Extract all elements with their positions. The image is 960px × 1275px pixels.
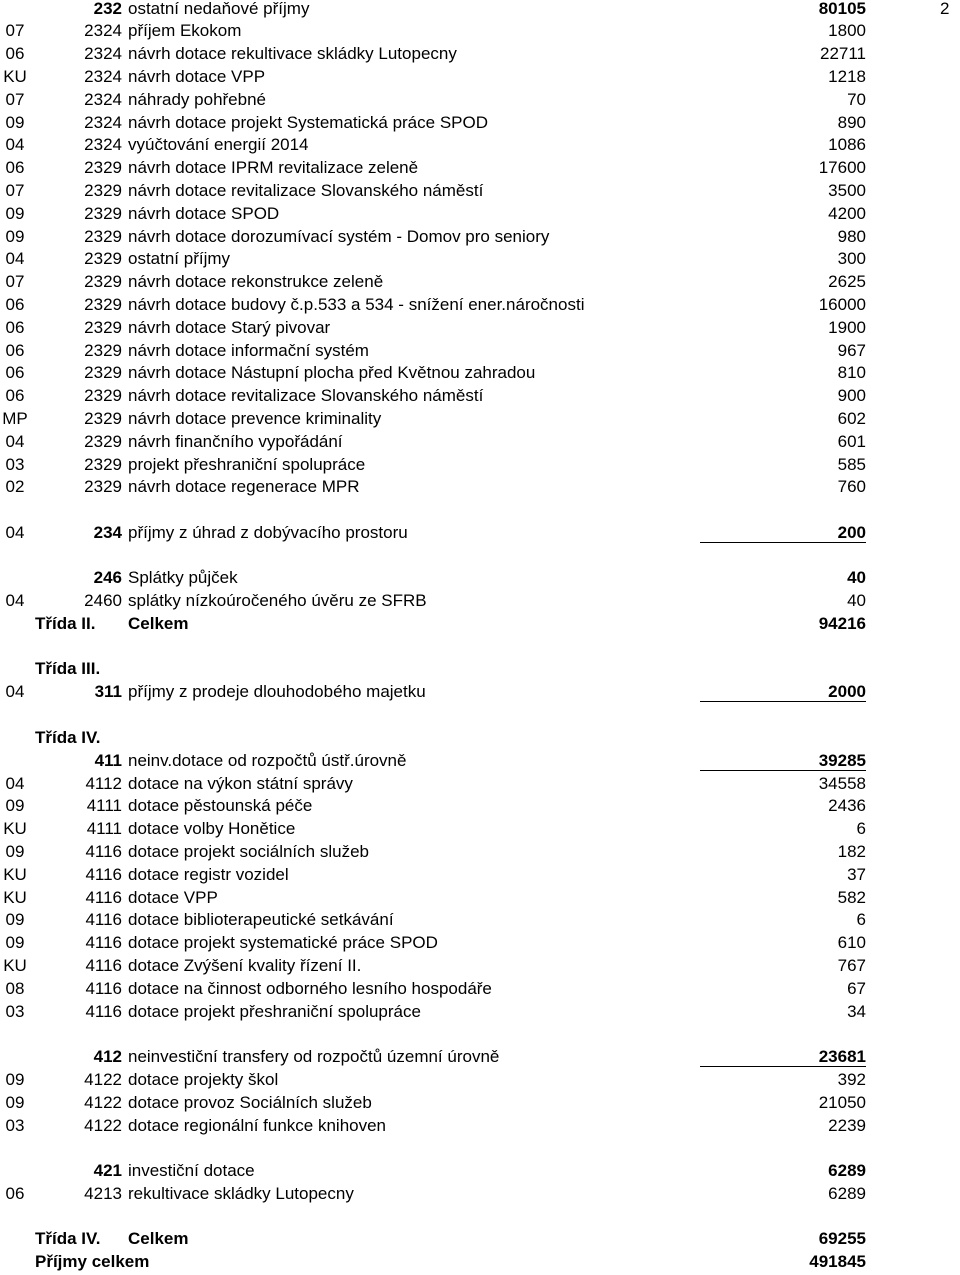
table-row	[0, 1185, 960, 1207]
paragraph-code: 4116	[85, 979, 122, 998]
table-row	[0, 364, 960, 386]
org-code: 06	[5, 341, 25, 360]
item-name: dotace registr vozidel	[128, 865, 289, 884]
item-value: 582	[837, 888, 866, 907]
item-name: návrh dotace revitalizace Slovanského náměstí	[128, 181, 484, 200]
page-number: 2	[940, 0, 950, 18]
item-name: návrh dotace dorozumívací systém - Domov pro seniory	[128, 227, 550, 246]
item-name: návrh dotace Starý pivovar	[128, 318, 331, 337]
org-code: 04	[5, 774, 25, 793]
org-code: 09	[5, 204, 25, 223]
item-name: náhrady pohřebné	[128, 90, 267, 109]
org-code: 07	[5, 181, 25, 200]
item-value: 602	[837, 409, 866, 428]
org-code: 09	[5, 910, 25, 929]
paragraph-code: 2324	[84, 90, 122, 109]
paragraph-code: 4116	[85, 865, 122, 884]
paragraph-code: 2324	[84, 21, 122, 40]
item-name: návrh dotace rekonstrukce zeleně	[128, 272, 384, 291]
paragraph-code: 4122	[84, 1070, 122, 1089]
table-row	[0, 775, 960, 797]
table-row	[0, 957, 960, 979]
item-name: rekultivace skládky Lutopecny	[128, 1184, 354, 1203]
table-row	[0, 889, 960, 911]
item-value: 39285	[700, 752, 866, 771]
org-code: 02	[5, 477, 25, 496]
table-row	[0, 433, 960, 455]
table-row	[0, 866, 960, 888]
item-name: neinvestiční transfery od rozpočtů územní úrovně	[128, 1047, 500, 1066]
item-name: dotace na výkon státní správy	[128, 774, 353, 793]
org-code: MP	[2, 409, 28, 428]
org-code: 09	[5, 113, 25, 132]
table-row	[0, 22, 960, 44]
class-label: Třída II.	[35, 614, 96, 633]
org-code: 04	[5, 523, 25, 542]
item-value: 67	[847, 979, 866, 998]
item-value: 4200	[828, 204, 866, 223]
org-code: 08	[5, 979, 25, 998]
item-name: návrh dotace budovy č.p.533 a 534 - snížení ener.náročnosti	[128, 295, 585, 314]
table-row	[0, 250, 960, 272]
table-row	[0, 1094, 960, 1116]
org-code: 07	[5, 21, 25, 40]
item-name: splátky nízkoúročeného úvěru ze SFRB	[128, 591, 427, 610]
item-value: 392	[837, 1070, 866, 1089]
total-label: Celkem	[128, 614, 189, 633]
org-code: KU	[3, 956, 27, 975]
item-name: dotace na činnost odborného lesního hospodáře	[128, 979, 492, 998]
total-label: Celkem	[128, 1229, 189, 1248]
paragraph-code: 2329	[84, 181, 122, 200]
item-value: 1900	[828, 318, 866, 337]
item-name: dotace projekt přeshraniční spolupráce	[128, 1002, 421, 1021]
table-row	[0, 1117, 960, 1139]
item-value: 610	[837, 933, 866, 952]
paragraph-code: 2324	[84, 67, 122, 86]
table-row	[0, 342, 960, 364]
paragraph-code: 4116	[85, 910, 122, 929]
table-row	[0, 68, 960, 90]
table-row	[0, 114, 960, 136]
paragraph-code: 421	[93, 1161, 122, 1180]
section-row	[0, 683, 960, 705]
item-value: 80105	[818, 0, 866, 18]
item-value: 40	[847, 591, 866, 610]
paragraph-code: 2329	[84, 432, 122, 451]
paragraph-code: 4116	[85, 933, 122, 952]
item-name: vyúčtování energií 2014	[128, 135, 309, 154]
paragraph-code: 2329	[84, 409, 122, 428]
org-code: 06	[5, 44, 25, 63]
org-code: 04	[5, 432, 25, 451]
org-code: 04	[5, 135, 25, 154]
table-row	[0, 592, 960, 614]
table-row	[0, 843, 960, 865]
item-value: 34	[847, 1002, 866, 1021]
table-row	[0, 478, 960, 500]
item-value: 2239	[828, 1116, 866, 1135]
class-total-row	[0, 615, 960, 637]
paragraph-code: 4122	[84, 1116, 122, 1135]
org-code: 04	[5, 591, 25, 610]
item-value: 22711	[819, 44, 866, 63]
item-value: 2625	[828, 272, 866, 291]
org-code: 06	[5, 318, 25, 337]
section-row	[0, 1048, 960, 1070]
table-row	[0, 980, 960, 1002]
paragraph-code: 2324	[84, 44, 122, 63]
item-value: 890	[837, 113, 866, 132]
item-value: 21050	[818, 1093, 866, 1112]
org-code: 03	[5, 1116, 25, 1135]
item-value: 300	[837, 249, 866, 268]
item-name: dotace projekt systematické práce SPOD	[128, 933, 438, 952]
grand-total-label: Příjmy celkem	[35, 1252, 150, 1271]
item-name: návrh dotace informační systém	[128, 341, 369, 360]
table-row	[0, 273, 960, 295]
item-name: návrh dotace VPP	[128, 67, 266, 86]
item-value: 2000	[700, 683, 866, 702]
paragraph-code: 232	[93, 0, 122, 18]
paragraph-code: 2329	[84, 227, 122, 246]
item-name: projekt přeshraniční spolupráce	[128, 455, 366, 474]
item-value: 6	[856, 819, 866, 838]
paragraph-code: 2329	[84, 272, 122, 291]
item-name: návrh dotace projekt Systematická práce SPOD	[128, 113, 488, 132]
section-row	[0, 524, 960, 546]
table-row	[0, 1003, 960, 1025]
item-value: 70	[847, 90, 866, 109]
item-name: návrh dotace rekultivace skládky Lutopecny	[128, 44, 457, 63]
table-row	[0, 820, 960, 842]
item-value: 585	[837, 455, 866, 474]
paragraph-code: 2329	[84, 249, 122, 268]
item-value: 601	[837, 432, 866, 451]
paragraph-code: 2329	[84, 204, 122, 223]
item-name: návrh dotace SPOD	[128, 204, 280, 223]
item-name: dotace provoz Sociálních služeb	[128, 1093, 372, 1112]
paragraph-code: 412	[93, 1047, 122, 1066]
paragraph-code: 2324	[84, 135, 122, 154]
paragraph-code: 2460	[84, 591, 122, 610]
org-code: 07	[5, 90, 25, 109]
table-row	[0, 934, 960, 956]
org-code: KU	[3, 865, 27, 884]
paragraph-code: 2329	[84, 341, 122, 360]
item-name: dotace biblioterapeutické setkávání	[128, 910, 394, 929]
item-name: dotace projekty škol	[128, 1070, 279, 1089]
org-code: 09	[5, 796, 25, 815]
paragraph-code: 411	[94, 751, 122, 770]
item-name: návrh dotace Nástupní plocha před Květnou zahradou	[128, 363, 536, 382]
org-code: 09	[5, 842, 25, 861]
item-value: 37	[847, 865, 866, 884]
org-code: 09	[5, 1070, 25, 1089]
org-code: 03	[5, 1002, 25, 1021]
item-name: příjmy z úhrad z dobývacího prostoru	[128, 523, 408, 542]
paragraph-code: 4116	[85, 1002, 122, 1021]
paragraph-code: 246	[93, 568, 122, 587]
item-name: příjem Ekokom	[128, 21, 242, 40]
item-value: 1800	[828, 21, 866, 40]
item-value: 6289	[828, 1184, 866, 1203]
item-value: 34558	[818, 774, 866, 793]
total-value: 69255	[818, 1229, 866, 1248]
total-value: 94216	[818, 614, 866, 633]
item-value: 6	[856, 910, 866, 929]
org-code: KU	[3, 888, 27, 907]
org-code: 03	[5, 455, 25, 474]
paragraph-code: 4111	[86, 796, 122, 815]
section-row	[0, 752, 960, 774]
item-value: 17600	[818, 158, 866, 177]
paragraph-code: 4213	[84, 1184, 122, 1203]
paragraph-code: 2329	[84, 363, 122, 382]
org-code: 09	[5, 933, 25, 952]
item-name: dotace VPP	[128, 888, 218, 907]
org-code: 04	[5, 682, 25, 701]
item-name: ostatní příjmy	[128, 249, 231, 268]
table-row	[0, 205, 960, 227]
item-value: 767	[837, 956, 866, 975]
item-name: příjmy z prodeje dlouhodobého majetku	[128, 682, 426, 701]
item-name: návrh dotace IPRM revitalizace zeleně	[128, 158, 419, 177]
paragraph-code: 311	[94, 682, 122, 701]
paragraph-code: 4116	[85, 956, 122, 975]
section-row	[0, 1162, 960, 1184]
item-name: dotace regionální funkce knihoven	[128, 1116, 387, 1135]
org-code: 09	[5, 1093, 25, 1112]
table-row	[0, 159, 960, 181]
table-row	[0, 296, 960, 318]
item-value: 40	[847, 568, 866, 587]
class-total-row	[0, 1230, 960, 1252]
item-name: Splátky půjček	[128, 568, 238, 587]
table-row	[0, 797, 960, 819]
item-name: investiční dotace	[128, 1161, 255, 1180]
org-code: 06	[5, 295, 25, 314]
grand-total-row	[0, 1253, 960, 1275]
table-row	[0, 136, 960, 158]
org-code: KU	[3, 67, 27, 86]
org-code: KU	[3, 819, 27, 838]
item-value: 23681	[700, 1048, 866, 1067]
item-value: 200	[700, 524, 866, 543]
item-value: 182	[837, 842, 866, 861]
item-name: návrh dotace regenerace MPR	[128, 477, 360, 496]
table-row	[0, 182, 960, 204]
paragraph-code: 4116	[85, 842, 122, 861]
paragraph-code: 2329	[84, 318, 122, 337]
table-row	[0, 1071, 960, 1093]
table-row	[0, 911, 960, 933]
org-code: 04	[5, 249, 25, 268]
paragraph-code: 2329	[84, 455, 122, 474]
item-value: 967	[837, 341, 866, 360]
paragraph-code: 2329	[84, 386, 122, 405]
org-code: 06	[5, 158, 25, 177]
item-name: dotace pěstounská péče	[128, 796, 313, 815]
org-code: 09	[5, 227, 25, 246]
item-value: 3500	[828, 181, 866, 200]
class-label: Třída IV.	[35, 728, 101, 747]
paragraph-code: 2324	[84, 113, 122, 132]
item-name: návrh dotace revitalizace Slovanského náměstí	[128, 386, 484, 405]
org-code: 06	[5, 363, 25, 382]
paragraph-code: 2329	[84, 295, 122, 314]
item-name: ostatní nedaňové příjmy	[128, 0, 310, 18]
section-row	[0, 0, 960, 22]
org-code: 07	[5, 272, 25, 291]
table-row	[0, 410, 960, 432]
table-row	[0, 456, 960, 478]
org-code: 06	[5, 386, 25, 405]
paragraph-code: 4116	[85, 888, 122, 907]
class-heading	[0, 729, 960, 751]
item-value: 6289	[828, 1161, 866, 1180]
table-row	[0, 319, 960, 341]
table-row	[0, 91, 960, 113]
paragraph-code: 2329	[84, 158, 122, 177]
paragraph-code: 4112	[85, 774, 122, 793]
item-name: návrh finančního vypořádání	[128, 432, 343, 451]
item-name: dotace projekt sociálních služeb	[128, 842, 369, 861]
class-label: Třída III.	[35, 659, 101, 678]
class-heading	[0, 660, 960, 682]
item-value: 16000	[818, 295, 866, 314]
grand-total-value: 491845	[809, 1252, 866, 1271]
paragraph-code: 4111	[86, 819, 122, 838]
class-label: Třída IV.	[35, 1229, 101, 1248]
table-row	[0, 228, 960, 250]
item-value: 900	[837, 386, 866, 405]
paragraph-code: 234	[93, 523, 122, 542]
paragraph-code: 4122	[84, 1093, 122, 1112]
item-value: 1086	[828, 135, 866, 154]
item-value: 1218	[828, 67, 866, 86]
item-name: dotace Zvýšení kvality řízení II.	[128, 956, 362, 975]
item-value: 980	[837, 227, 866, 246]
item-value: 760	[837, 477, 866, 496]
item-name: návrh dotace prevence kriminality	[128, 409, 382, 428]
item-name: neinv.dotace od rozpočtů ústř.úrovně	[128, 751, 407, 770]
item-value: 810	[837, 363, 866, 382]
section-row	[0, 569, 960, 591]
org-code: 06	[5, 1184, 25, 1203]
table-row	[0, 387, 960, 409]
item-value: 2436	[828, 796, 866, 815]
table-row	[0, 45, 960, 67]
item-name: dotace volby Honětice	[128, 819, 296, 838]
paragraph-code: 2329	[84, 477, 122, 496]
